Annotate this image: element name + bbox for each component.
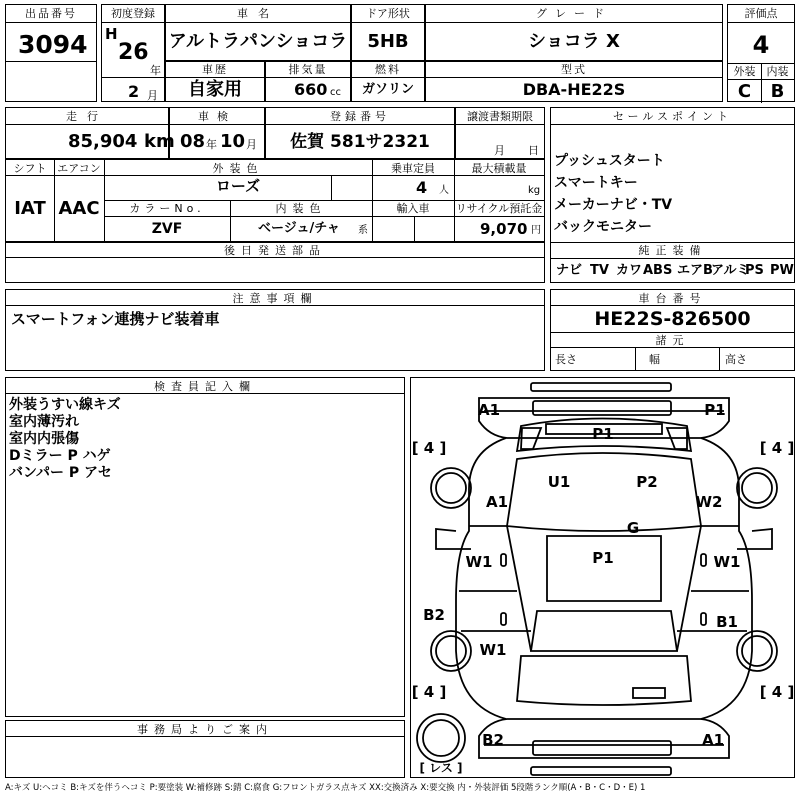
grade-box — [425, 4, 723, 61]
transfer-box — [455, 107, 545, 159]
shift-label: シフト — [13, 162, 47, 175]
spare-tire-mark: [ レス ] — [419, 761, 463, 775]
notes-text: スマートフォン連携ナビ装着車 — [11, 310, 220, 328]
displacement: 660 — [294, 80, 328, 99]
interior-color-label: 内装色 — [275, 202, 327, 215]
transfer-label: 譲渡書類期限 — [467, 110, 533, 123]
name-label: 車名 — [237, 7, 279, 20]
exterior-label: 外装 — [733, 65, 756, 78]
displacement-label: 排気量 — [288, 63, 328, 76]
damage-diagram-box — [410, 377, 795, 778]
damage-mark: B1 — [716, 613, 738, 631]
height-label: 高さ — [725, 353, 747, 366]
fuel-label: 燃料 — [375, 63, 401, 76]
displacement-unit: cc — [330, 87, 341, 98]
sales-point: バックモニター — [554, 219, 652, 235]
spec-label: 諸元 — [655, 334, 690, 347]
damage-mark: A1 — [701, 731, 725, 749]
sales-label: セールスポイント — [612, 110, 732, 123]
lot-box — [5, 4, 97, 102]
damage-mark: W1 — [479, 641, 507, 659]
damage-mark: W2 — [695, 493, 723, 511]
equipment-item: エアB — [677, 263, 713, 278]
air-conditioner: AAC — [58, 198, 100, 219]
capacity: 4 — [416, 178, 428, 197]
history: 自家用 — [188, 79, 242, 100]
equipment-item: TV — [590, 263, 609, 278]
tire-tread-mark: [ 4 ] — [759, 683, 794, 701]
equipment-item: ナビ — [556, 263, 583, 278]
chassis-label: 車台番号 — [638, 292, 707, 305]
equipment-item: アルミ — [711, 263, 750, 278]
capacity-unit: 人 — [439, 185, 449, 196]
spec-box — [5, 159, 545, 242]
fuel-box — [351, 61, 425, 102]
damage-mark: P1 — [592, 549, 614, 567]
grade-label: グレード — [536, 7, 612, 20]
length-label: 長さ — [555, 353, 577, 366]
shift: IAT — [14, 198, 46, 219]
door-label: ドア形状 — [366, 7, 410, 20]
damage-mark: B2 — [423, 606, 445, 624]
later-parts-box — [5, 242, 545, 283]
era: H — [105, 25, 118, 43]
recycle-unit: 円 — [531, 225, 541, 236]
color-number-label: カラーNo. — [129, 202, 205, 215]
inspector-note: Dミラー P ハゲ — [9, 448, 111, 464]
lot-label: 出品番号 — [25, 7, 77, 20]
chassis-box — [550, 289, 795, 371]
inspection-month: 10 — [220, 131, 246, 152]
load-unit: kg — [528, 185, 541, 196]
office-box — [5, 720, 405, 778]
office-label: 事務局よりご案内 — [137, 723, 273, 736]
equipment-item: PW — [770, 263, 794, 278]
displacement-box — [265, 61, 351, 102]
damage-mark: A1 — [477, 401, 501, 419]
interior-color: ベージュ/チャ — [258, 221, 340, 236]
notes-box — [5, 289, 545, 371]
score-label: 評価点 — [744, 7, 778, 20]
lot-number: 3094 — [18, 30, 88, 59]
plate-box — [265, 107, 455, 159]
sales-point: メーカーナビ・TV — [554, 197, 673, 213]
model-label: 型式 — [561, 63, 587, 76]
transfer-month-unit: 月 — [494, 144, 505, 157]
month-unit: 月 — [147, 89, 158, 102]
inspector-box — [5, 377, 405, 717]
registration-box — [101, 4, 165, 102]
width-label: 幅 — [649, 353, 660, 366]
interior-label: 内装 — [766, 65, 789, 78]
car-diagram — [411, 378, 794, 777]
damage-mark: P1 — [592, 425, 614, 443]
model-box — [425, 61, 723, 102]
equipment-item: PS — [745, 263, 764, 278]
registration-label: 初度登録 — [111, 7, 155, 20]
inspector-note: 室内薄汚れ — [9, 414, 79, 430]
equipment-label: 純正装備 — [638, 244, 707, 257]
damage-mark: W1 — [713, 553, 741, 571]
damage-mark: W1 — [465, 553, 493, 571]
inspector-note: バンパー P アセ — [9, 465, 112, 481]
damage-mark: B2 — [482, 731, 504, 749]
mileage-unit: km — [144, 131, 175, 152]
door-box — [351, 4, 425, 61]
inspector-label: 検査員記入欄 — [154, 380, 256, 393]
inspection-year-unit: 年 — [206, 138, 217, 151]
model-code: DBA-HE22S — [522, 80, 626, 99]
tire-tread-mark: [ 4 ] — [759, 439, 794, 457]
inspector-note: 室内内張傷 — [9, 431, 79, 447]
recycle-fee: 9,070 — [480, 220, 528, 238]
interior-grade: B — [770, 81, 785, 102]
name-box — [165, 4, 351, 61]
color-number: ZVF — [151, 221, 183, 237]
damage-mark: P2 — [636, 473, 658, 491]
history-label: 車歴 — [202, 63, 228, 76]
inspection-month-unit: 月 — [246, 138, 257, 151]
mileage-label: 走行 — [66, 110, 108, 123]
later-parts-label: 後日発送部品 — [224, 244, 326, 257]
color-label: 外装色 — [212, 162, 264, 175]
plate-label: 登録番号 — [330, 110, 390, 123]
capacity-label: 乗車定員 — [391, 162, 435, 175]
plate-number: 佐賀 581サ2321 — [290, 132, 430, 152]
inspection-year: 08 — [180, 131, 206, 152]
import-label: 輸入車 — [396, 202, 430, 215]
ac-label: エアコン — [57, 162, 101, 175]
damage-mark: U1 — [547, 473, 571, 491]
equipment-item: カワ — [616, 263, 643, 278]
car-name: アルトラパンショコラ — [168, 31, 348, 52]
year-unit: 年 — [150, 64, 161, 77]
chassis-number: HE22S-826500 — [594, 308, 751, 330]
tire-tread-mark: [ 4 ] — [411, 439, 447, 457]
exterior-color: ローズ — [215, 177, 261, 195]
fuel: ガソリン — [361, 82, 414, 97]
door-type: 5HB — [367, 31, 409, 52]
damage-mark: A1 — [485, 493, 509, 511]
damage-mark: P1 — [704, 401, 726, 419]
history-box — [165, 61, 265, 102]
mileage: 85,904 — [68, 131, 138, 152]
inspection-box — [169, 107, 265, 159]
load-label: 最大積載量 — [471, 162, 527, 175]
damage-mark: G — [626, 519, 640, 537]
month: 2 — [128, 82, 140, 101]
exterior-grade: C — [737, 81, 752, 102]
grade: ショコラ X — [528, 31, 620, 52]
overall-score: 4 — [752, 31, 770, 59]
year: 26 — [118, 40, 149, 65]
inspector-note: 外装うすい線キズ — [9, 397, 121, 413]
score-box — [727, 4, 795, 102]
recycle-label: リサイクル預託金 — [455, 202, 543, 215]
notes-label: 注意事項欄 — [232, 292, 318, 305]
sales-box — [550, 107, 795, 283]
transfer-day-unit: 日 — [528, 144, 539, 157]
equipment-item: ABS — [643, 263, 673, 278]
interior-color-unit: 系 — [358, 225, 368, 236]
inspection-label: 車検 — [198, 110, 236, 123]
tire-tread-mark: [ 4 ] — [411, 683, 447, 701]
mileage-box — [5, 107, 175, 159]
sales-point: プッシュスタート — [554, 153, 665, 169]
sales-point: スマートキー — [554, 175, 638, 191]
legend-text: A:キズ U:ヘコミ B:キズを伴うヘコミ P:要塗装 W:補修跡 S:錆 C:腐食 G:フロントガラス点キズ XX:交換済み X:要交換 内・外装評価 5段階ランク順(A・B・C・D・E) 1 — [5, 783, 646, 793]
